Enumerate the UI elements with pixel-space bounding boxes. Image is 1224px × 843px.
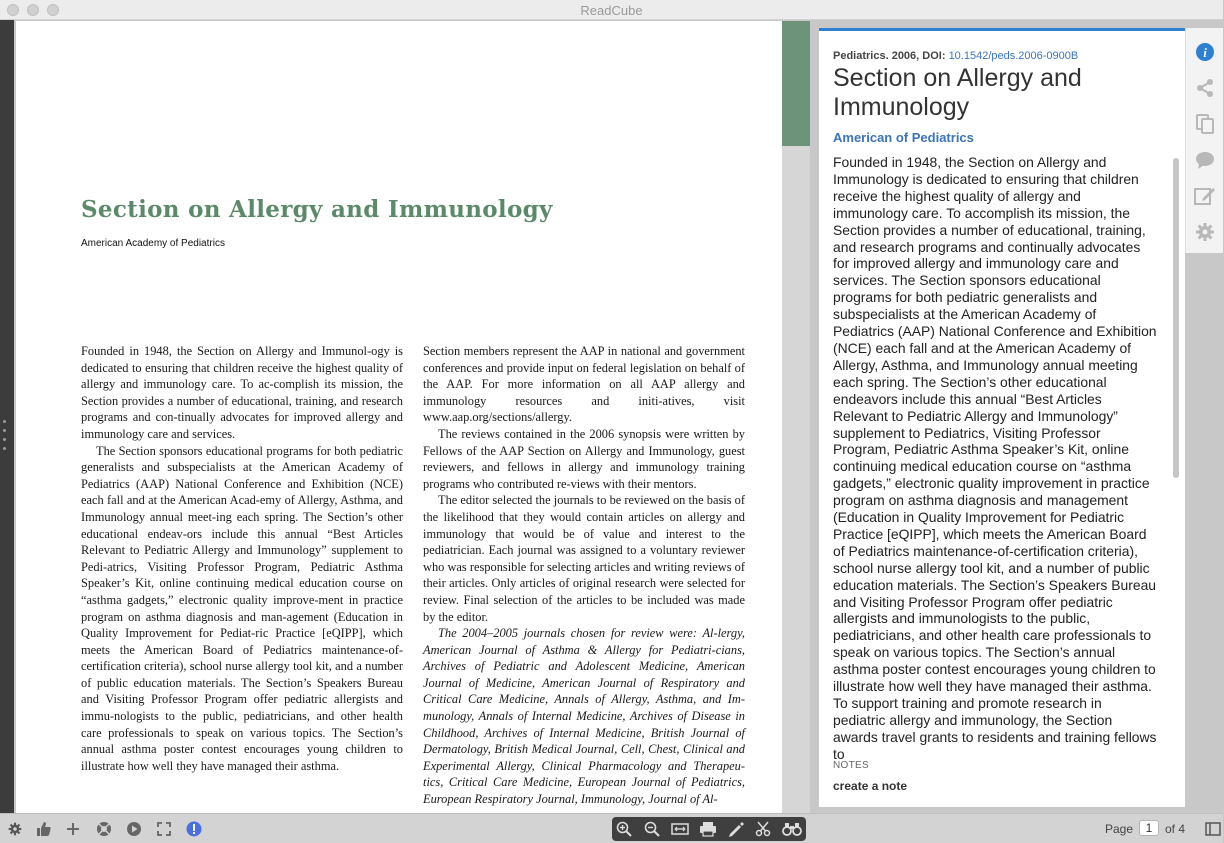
annotate-button[interactable] (726, 820, 746, 838)
page-total: of 4 (1165, 822, 1186, 836)
share-tab-button[interactable] (1186, 73, 1224, 103)
gear-icon (8, 822, 22, 836)
play-button[interactable] (125, 820, 143, 838)
binoculars-icon (782, 821, 802, 837)
page-color-band (782, 21, 810, 146)
svg-text:i: i (1203, 45, 1207, 60)
zoom-out-button[interactable] (642, 820, 662, 838)
alert-icon (186, 821, 202, 837)
settings-tab-button[interactable] (1186, 217, 1224, 247)
settings-button[interactable] (6, 820, 24, 838)
add-button[interactable] (64, 820, 82, 838)
document-column-right (423, 343, 745, 808)
edit-icon (1194, 186, 1216, 206)
comment-icon (1195, 150, 1215, 170)
journal-citation: Pediatrics. 2006, DOI: (833, 50, 949, 62)
like-button[interactable] (35, 820, 53, 838)
sidebar-drag-handle[interactable] (3, 420, 7, 456)
comments-tab-button[interactable] (1186, 145, 1224, 175)
create-note-button[interactable]: create a note (833, 779, 908, 793)
paragraph: The 2004–2005 journals chosen for review were: Al-lergy, American Journal of Asthma & Allergy for Pediatri-cians, Archives of Pediatric and Adolescent Medicine, American Journal of Medicine, American Journal of Respiratory and Critical Care Medicine, Annals of Allergy, Asthma, and Im-munology, Annals of Internal Medicine, Archives of Disease in Childhood, Archives of Internal Medicine, British Journal of Dermatology, British Medical Journal, Cell, Chest, Clinical and Experimental Allergy, Clinical Pharmacology and Therapeu-tics, Critical Care Medicine, European Journal of Pediatrics, European Respiratory Journal, Immunology, Journal of Al- (423, 626, 745, 807)
edit-tab-button[interactable] (1186, 181, 1224, 211)
paragraph: Founded in 1948, the Section on Allergy and Immunol-ogy is dedicated to ensuring that children receive the highest quality of allergy and immunology care. To ac-complish its mission, the Section provides a number of educational, training, and research programs and con-tinually advocates for improved allergy and immunology care and services. (81, 344, 403, 441)
feedback-button[interactable] (185, 820, 203, 838)
doi-link[interactable]: 10.1542/peds.2006-0900B (948, 50, 1079, 62)
document-title: Section on Allergy and Immunology (81, 196, 553, 223)
share-icon (1195, 78, 1215, 98)
paragraph: The editor selected the journals to be reviewed on the basis of the likelihood that they would contain articles on allergy and immunology that would be of value and interest to the pediatrician. Each journal was assigned to a voluntary reviewer who was responsible for selecting articles and writing reviews of their articles. Only articles of original research were selected for review. Final selection of the articles to be included was made by the editor. (423, 493, 745, 624)
left-gutter (0, 20, 14, 813)
fullscreen-button[interactable] (155, 820, 173, 838)
pdf-page (16, 21, 782, 813)
paragraph: The Section sponsors educational programs for both pediatric generalists and subspecialists at the American Academy of Pediatrics (AAP) National Conference and Exhibition (NCE) each fall and at the American Acad-emy of Allergy, Asthma, and Immunology annual meet-ing each spring. The Section’s other educational endeav-ors include this annual “Best Articles Relevant to Pediatric Allergy and Immunology” supplement to Pedi-atrics, Visiting Professor Program, Pediatric Asthma Speaker’s Kit, online continuing medical education course on “asthma gadgets,” electronic quality improve-ment in practice program on asthma diagnosis and man-agement (Education in Quality Improvement for Pediat-ric Practice [eQIPP], which meets the American Board of Pediatrics maintenance-of-certification criteria), school nurse allergy tool kit, and a number of public education materials. The Section’s Speakers Bureau and Visiting Professor Program offer pediatric allergists and immu-nologists to the public, pediatricians, and other health care professionals to speak on various topics. The Section’s annual asthma poster contest encourages young children to illustrate how well they have managed their asthma. (81, 443, 403, 773)
play-icon (126, 821, 142, 837)
info-icon (1195, 42, 1215, 62)
info-tab-button[interactable] (1186, 37, 1224, 67)
plus-icon (66, 822, 80, 836)
clip-tool-button[interactable] (754, 820, 774, 838)
fit-width-icon (671, 822, 689, 836)
window-titlebar (0, 0, 1223, 20)
article-info-panel (819, 28, 1185, 807)
paragraph: Section members represent the AAP in national and government conferences and provide input on federal legislation on behalf of the AAP. For more information on all AAP allergy and immunology resources and initi-atives, visit www.aap.org/sections/allergy. (423, 344, 745, 425)
fit-width-button[interactable] (670, 820, 690, 838)
copy-icon (1195, 113, 1215, 135)
pen-icon (727, 821, 745, 837)
page-label: Page (1105, 822, 1134, 836)
article-author-link[interactable]: American of Pediatrics (833, 130, 974, 145)
printer-icon (699, 821, 717, 837)
print-button[interactable] (698, 820, 718, 838)
paragraph: The reviews contained in the 2006 synopsis were written by Fellows of the AAP Section on Allergy and Immunology, guest reviewers, and fellows in allergy and immunology training programs who contributed re-views with their mentors. (423, 426, 745, 491)
abstract-scrollbar[interactable] (1173, 158, 1179, 478)
article-abstract: Founded in 1948, the Section on Allergy and Immunology is dedicated to ensuring that children receive the highest quality of allergy and immunology care. To accomplish its mission, the Section provides a number of educational, training, and research programs and continually advocates for improved allergy and immunology care and services. The Section sponsors educational programs for both pediatric generalists and subspecialists at the American Academy of Pediatrics (AAP) National Conference and Exhibition (NCE) each fall and at the American Academy of Allergy, Asthma, and Immunology annual meeting each spring. The Section’s other educational endeavors include this annual “Best Articles Relevant to Pediatric Allergy and Immunology” supplement to Pediatrics, Visiting Professor Program, Pediatric Asthma Speaker’s Kit, online continuing medical education course on “asthma gadgets,” electronic quality improvement in practice program on asthma diagnosis and management (Education in Quality Improvement for Pediatric Practice [eQIPP], which meets the American Board of Pediatrics maintenance-of-certification criteria), school nurse allergy tool kit, and a number of public education materials. The Section’s Speakers Bureau and Visiting Professor Program offer pediatric allergists and immunologists to the public, pediatricians, and other health care professionals to speak on various topics. The Section’s annual asthma poster contest encourages young children to illustrate how well they have managed their asthma. To support training and promote research in pediatric allergy and immunology, the Section awards travel grants to residents and training fellows to (833, 154, 1157, 762)
window-title: ReadCube (580, 3, 643, 18)
lifebuoy-icon (96, 821, 112, 837)
zoom-out-icon (644, 821, 660, 837)
bottom-toolbar (0, 813, 1223, 843)
panel-icon-rail (1185, 28, 1223, 253)
sidebar-icon (1205, 822, 1221, 836)
gear-icon (1195, 222, 1215, 242)
toggle-panel-button[interactable] (1204, 820, 1222, 838)
journal-meta (833, 50, 1078, 62)
page-margin (782, 146, 810, 813)
find-button[interactable] (782, 820, 802, 838)
help-button[interactable] (95, 820, 113, 838)
notes-heading: NOTES (833, 760, 869, 771)
page-number-input[interactable]: 1 (1139, 820, 1159, 836)
scissors-icon (755, 821, 773, 837)
zoom-in-button[interactable] (614, 820, 634, 838)
view-toolbar (612, 817, 806, 841)
zoom-in-icon (616, 821, 632, 837)
thumbs-up-icon (36, 821, 52, 837)
fullscreen-icon (157, 822, 171, 836)
copy-tab-button[interactable] (1186, 109, 1224, 139)
article-title: Section on Allergy and Immunology (833, 64, 1082, 121)
document-column-left (81, 343, 403, 774)
document-organization: American Academy of Pediatrics (81, 238, 225, 249)
